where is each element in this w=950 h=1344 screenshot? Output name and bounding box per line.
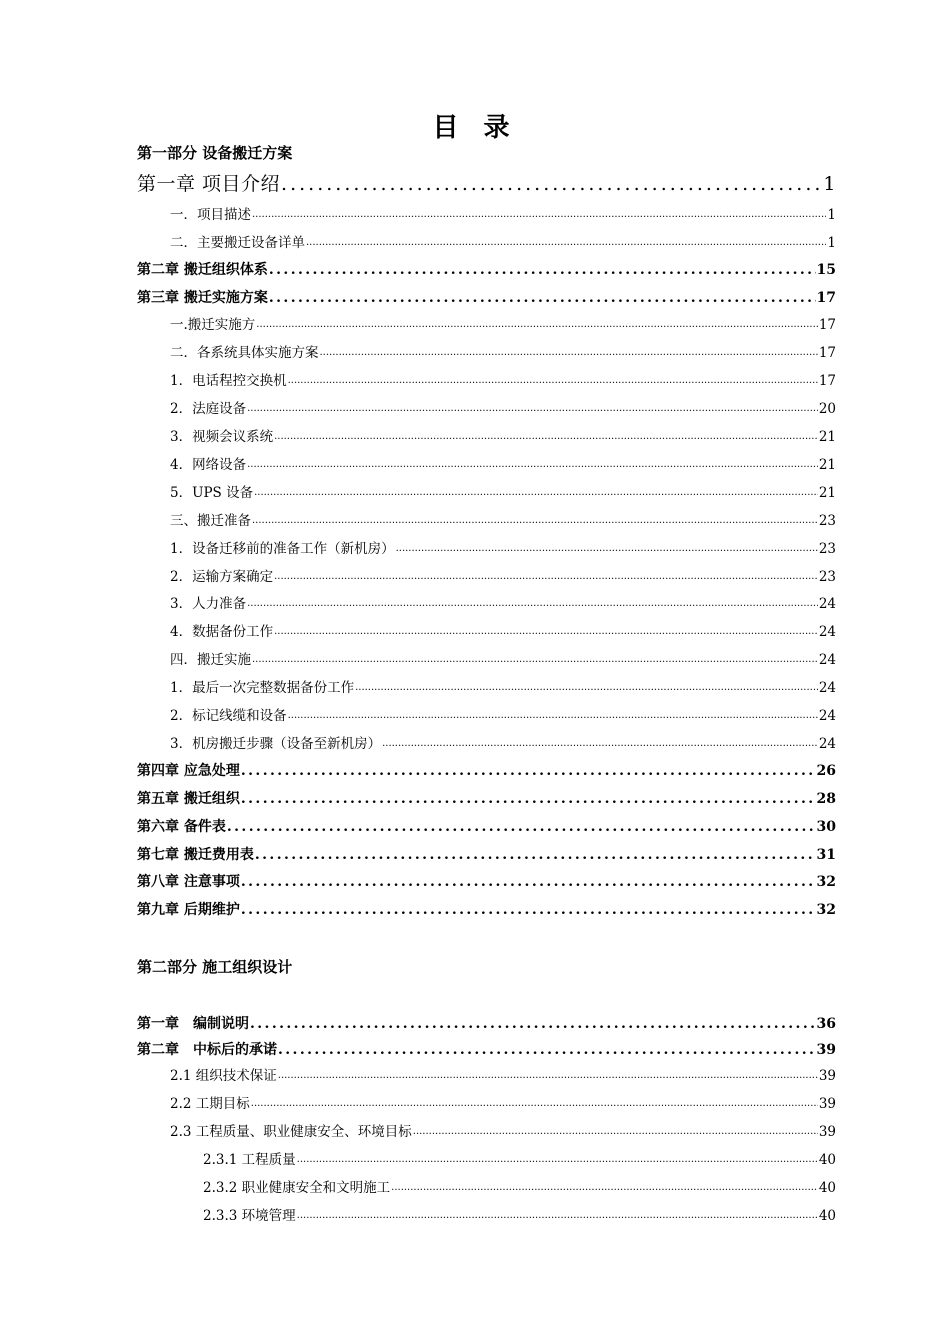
toc-entry[interactable] bbox=[170, 456, 836, 474]
dot-leader bbox=[251, 1095, 818, 1113]
toc-entry-page: 24 bbox=[818, 624, 836, 640]
toc-entry[interactable] bbox=[170, 206, 836, 224]
dot-leader bbox=[278, 1067, 818, 1085]
toc-entry-page: 39 bbox=[818, 1096, 836, 1112]
toc-entry-page: 40 bbox=[818, 1208, 836, 1224]
toc-entry-page: 21 bbox=[818, 457, 836, 473]
toc-entry[interactable] bbox=[170, 679, 836, 697]
toc-entry-title: 3．机房搬迁步骤（设备至新机房） bbox=[170, 736, 382, 752]
toc-entry-page: 24 bbox=[818, 652, 836, 668]
toc-entry-title: 二．主要搬迁设备详单 bbox=[170, 235, 305, 251]
dot-leader bbox=[247, 400, 818, 418]
toc-entry[interactable] bbox=[170, 651, 836, 669]
page-title: 目 录 bbox=[432, 113, 518, 143]
toc-entry[interactable] bbox=[170, 428, 836, 446]
toc-entry-page: 23 bbox=[818, 513, 836, 529]
toc-entry-title: 2．运输方案确定 bbox=[170, 569, 274, 585]
toc-entry[interactable] bbox=[170, 735, 836, 753]
toc-entry-title: 4．网络设备 bbox=[170, 457, 247, 473]
dot-leader bbox=[274, 428, 818, 446]
toc-entry[interactable] bbox=[170, 234, 836, 252]
toc-entry-page: 30 bbox=[816, 819, 836, 835]
toc-entry-page: 40 bbox=[818, 1180, 836, 1196]
toc-entry-page: 40 bbox=[818, 1152, 836, 1168]
toc-entry-title: 5．UPS 设备 bbox=[170, 485, 254, 501]
toc-entry-title: 3．视频会议系统 bbox=[170, 429, 274, 445]
toc-entry[interactable] bbox=[170, 623, 836, 641]
dot-leader bbox=[241, 790, 816, 808]
toc-entry-title: 一．项目描述 bbox=[170, 207, 251, 223]
toc-entry-page: 1 bbox=[827, 235, 836, 251]
toc-entry-title: 四．搬迁实施 bbox=[170, 652, 251, 668]
dot-leader bbox=[320, 344, 818, 362]
toc-entry-title: 2．法庭设备 bbox=[170, 401, 247, 417]
toc-entry[interactable] bbox=[137, 873, 836, 891]
toc-entry-title: 第八章 注意事项 bbox=[137, 874, 240, 890]
toc-entry[interactable] bbox=[137, 1015, 836, 1033]
toc-entry-title: 一.搬迁实施方 bbox=[170, 317, 256, 333]
toc-entry[interactable] bbox=[137, 846, 836, 864]
toc-entry[interactable] bbox=[137, 172, 836, 196]
toc-entry-title: 2.3.2 职业健康安全和文明施工 bbox=[203, 1180, 391, 1196]
dot-leader bbox=[254, 484, 818, 502]
toc-entry-title: 第一章 项目介绍 bbox=[137, 173, 281, 195]
part-heading: 第二部分 施工组织设计 bbox=[137, 958, 293, 976]
toc-entry[interactable] bbox=[137, 790, 836, 808]
dot-leader bbox=[250, 1015, 816, 1033]
dot-leader bbox=[241, 873, 816, 891]
toc-entry[interactable] bbox=[170, 400, 836, 418]
dot-leader bbox=[278, 1041, 816, 1059]
dot-leader bbox=[269, 289, 816, 307]
toc-entry-page: 32 bbox=[816, 874, 836, 890]
toc-entry-page: 24 bbox=[818, 708, 836, 724]
toc-entry-title: 2.1 组织技术保证 bbox=[170, 1068, 277, 1084]
toc-entry[interactable] bbox=[203, 1179, 836, 1197]
dot-leader bbox=[252, 512, 818, 530]
dot-leader bbox=[269, 261, 816, 279]
toc-entry-page: 26 bbox=[816, 763, 836, 779]
dot-leader bbox=[297, 1207, 818, 1225]
toc-entry-page: 39 bbox=[818, 1068, 836, 1084]
dot-leader bbox=[252, 651, 818, 669]
toc-entry-page: 24 bbox=[818, 596, 836, 612]
toc-entry-page: 39 bbox=[816, 1042, 836, 1058]
dot-leader bbox=[255, 846, 816, 864]
dot-leader bbox=[288, 372, 818, 390]
toc-entry-page: 39 bbox=[818, 1124, 836, 1140]
toc-entry-page: 1 bbox=[823, 173, 836, 195]
toc-entry-page: 17 bbox=[816, 290, 836, 306]
dot-leader bbox=[252, 206, 826, 224]
toc-entry-title: 第二章 中标后的承诺 bbox=[137, 1042, 277, 1058]
toc-entry[interactable] bbox=[203, 1207, 836, 1225]
toc-entry[interactable] bbox=[170, 512, 836, 530]
toc-entry-title: 第七章 搬迁费用表 bbox=[137, 847, 254, 863]
toc-entry-page: 24 bbox=[818, 736, 836, 752]
toc-entry-title: 第九章 后期维护 bbox=[137, 902, 240, 918]
toc-entry[interactable] bbox=[137, 818, 836, 836]
dot-leader bbox=[241, 762, 816, 780]
toc-entry[interactable] bbox=[170, 1095, 836, 1113]
toc-entry[interactable] bbox=[170, 316, 836, 334]
toc-entry-title: 1．设备迁移前的准备工作（新机房） bbox=[170, 541, 395, 557]
toc-entry-title: 第一章 编制说明 bbox=[137, 1016, 249, 1032]
toc-entry-title: 二．各系统具体实施方案 bbox=[170, 345, 319, 361]
toc-entry[interactable] bbox=[170, 568, 836, 586]
dot-leader bbox=[391, 1179, 818, 1197]
toc-entry-page: 15 bbox=[816, 262, 836, 278]
toc-entry-page: 31 bbox=[816, 847, 836, 863]
toc-entry[interactable] bbox=[137, 901, 836, 919]
toc-entry-page: 36 bbox=[816, 1016, 836, 1032]
dot-leader bbox=[413, 1123, 818, 1141]
dot-leader bbox=[274, 568, 818, 586]
toc-entry[interactable] bbox=[203, 1151, 836, 1169]
toc-entry-page: 17 bbox=[818, 317, 836, 333]
toc-entry-title: 三、搬迁准备 bbox=[170, 513, 251, 529]
toc-entry[interactable] bbox=[170, 1067, 836, 1085]
dot-leader bbox=[306, 234, 826, 252]
toc-entry[interactable] bbox=[170, 540, 836, 558]
dot-leader bbox=[288, 707, 818, 725]
toc-entry-title: 第五章 搬迁组织 bbox=[137, 791, 240, 807]
toc-entry-page: 21 bbox=[818, 429, 836, 445]
toc-entry-title: 第六章 备件表 bbox=[137, 819, 226, 835]
toc-entry-title: 2.3.3 环境管理 bbox=[203, 1208, 296, 1224]
toc-entry-page: 17 bbox=[818, 373, 836, 389]
toc-entry[interactable] bbox=[137, 289, 836, 307]
toc-entry-title: 第二章 搬迁组织体系 bbox=[137, 262, 268, 278]
toc-entry-page: 17 bbox=[818, 345, 836, 361]
toc-entry[interactable] bbox=[170, 344, 836, 362]
toc-entry-title: 2.2 工期目标 bbox=[170, 1096, 250, 1112]
toc-entry-page: 20 bbox=[818, 401, 836, 417]
dot-leader bbox=[256, 316, 818, 334]
toc-entry-title: 2.3.1 工程质量 bbox=[203, 1152, 296, 1168]
toc-entry-title: 第四章 应急处理 bbox=[137, 763, 240, 779]
toc-entry[interactable] bbox=[170, 484, 836, 502]
toc-entry[interactable] bbox=[137, 762, 836, 780]
toc-entry-title: 2．标记线缆和设备 bbox=[170, 708, 287, 724]
dot-leader bbox=[396, 540, 818, 558]
dot-leader bbox=[355, 679, 818, 697]
toc-entry[interactable] bbox=[170, 372, 836, 390]
toc-entry-page: 28 bbox=[816, 791, 836, 807]
toc-entry[interactable] bbox=[137, 1041, 836, 1059]
toc-entry-title: 2.3 工程质量、职业健康安全、环境目标 bbox=[170, 1124, 412, 1140]
dot-leader bbox=[227, 818, 816, 836]
toc-entry-title: 第三章 搬迁实施方案 bbox=[137, 290, 268, 306]
toc-entry-page: 24 bbox=[818, 680, 836, 696]
dot-leader bbox=[241, 901, 816, 919]
dot-leader bbox=[281, 172, 822, 196]
toc-entry[interactable] bbox=[170, 707, 836, 725]
part-heading: 第一部分 设备搬迁方案 bbox=[137, 144, 293, 162]
toc-entry[interactable] bbox=[170, 595, 836, 613]
toc-entry[interactable] bbox=[137, 261, 836, 279]
toc-entry-page: 32 bbox=[816, 902, 836, 918]
dot-leader bbox=[382, 735, 818, 753]
toc-entry-page: 23 bbox=[818, 569, 836, 585]
toc-entry-title: 3．人力准备 bbox=[170, 596, 247, 612]
toc-entry-title: 4．数据备份工作 bbox=[170, 624, 274, 640]
dot-leader bbox=[247, 456, 818, 474]
dot-leader bbox=[274, 623, 818, 641]
toc-entry-page: 1 bbox=[827, 207, 836, 223]
dot-leader bbox=[297, 1151, 818, 1169]
dot-leader bbox=[247, 595, 818, 613]
toc-entry-page: 21 bbox=[818, 485, 836, 501]
toc-entry-title: 1．最后一次完整数据备份工作 bbox=[170, 680, 355, 696]
toc-entry-page: 23 bbox=[818, 541, 836, 557]
toc-entry-title: 1．电话程控交换机 bbox=[170, 373, 287, 389]
toc-entry[interactable] bbox=[170, 1123, 836, 1141]
